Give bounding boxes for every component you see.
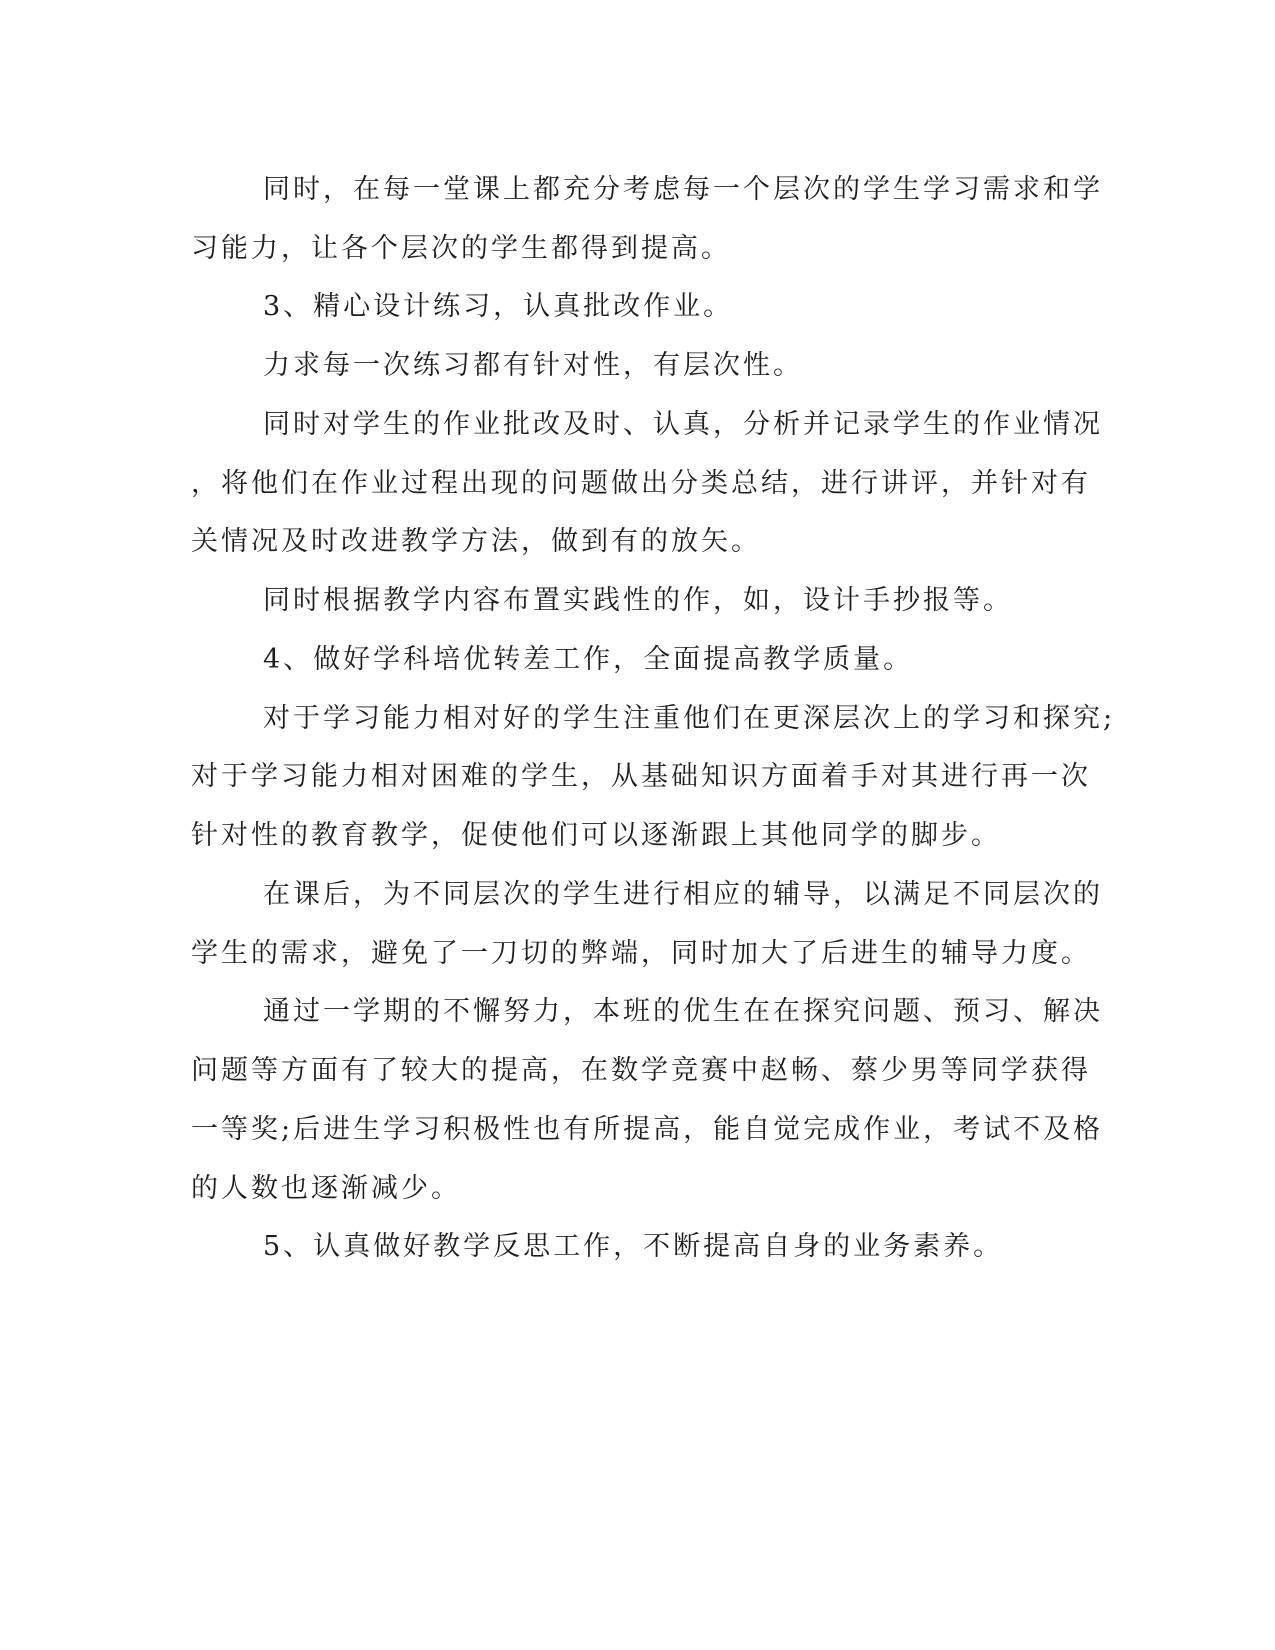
text-line: ，将他们在作业过程出现的问题做出分类总结，进行讲评，并针对有	[191, 468, 1091, 499]
text-line: 对于学习能力相对好的学生注重他们在更深层次上的学习和探究;	[263, 703, 1116, 734]
text-line: 一等奖;后进生学习积极性也有所提高，能自觉完成作业，考试不及格	[191, 1114, 1104, 1145]
text-line: 在课后，为不同层次的学生进行相应的辅导，以满足不同层次的	[263, 879, 1103, 910]
text-line: 学生的需求，避免了一刀切的弊端，同时加大了后进生的辅导力度。	[191, 938, 1091, 969]
text-line: 对于学习能力相对困难的学生，从基础知识方面着手对其进行再一次	[191, 761, 1091, 792]
text-line: 的人数也逐渐减少。	[191, 1173, 461, 1204]
text-line: 同时，在每一堂课上都充分考虑每一个层次的学生学习需求和学	[263, 174, 1103, 205]
text-line: 问题等方面有了较大的提高，在数学竞赛中赵畅、蔡少男等同学获得	[191, 1055, 1091, 1086]
text-line: 同时根据教学内容布置实践性的作，如，设计手抄报等。	[263, 585, 1013, 616]
text-line: 力求每一次练习都有针对性，有层次性。	[263, 350, 803, 381]
text-line: 同时对学生的作业批改及时、认真，分析并记录学生的作业情况	[263, 409, 1103, 440]
text-line: 习能力，让各个层次的学生都得到提高。	[191, 233, 731, 264]
text-line: 关情况及时改进教学方法，做到有的放矢。	[191, 526, 761, 557]
section-heading: 3、精心设计练习，认真批改作业。	[263, 291, 734, 322]
text-line: 通过一学期的不懈努力，本班的优生在在探究问题、预习、解决	[263, 996, 1103, 1027]
section-heading: 5、认真做好教学反思工作，不断提高自身的业务素养。	[263, 1231, 1004, 1262]
text-line: 针对性的教育教学，促使他们可以逐渐跟上其他同学的脚步。	[191, 820, 1001, 851]
section-heading: 4、做好学科培优转差工作，全面提高教学质量。	[263, 644, 914, 675]
